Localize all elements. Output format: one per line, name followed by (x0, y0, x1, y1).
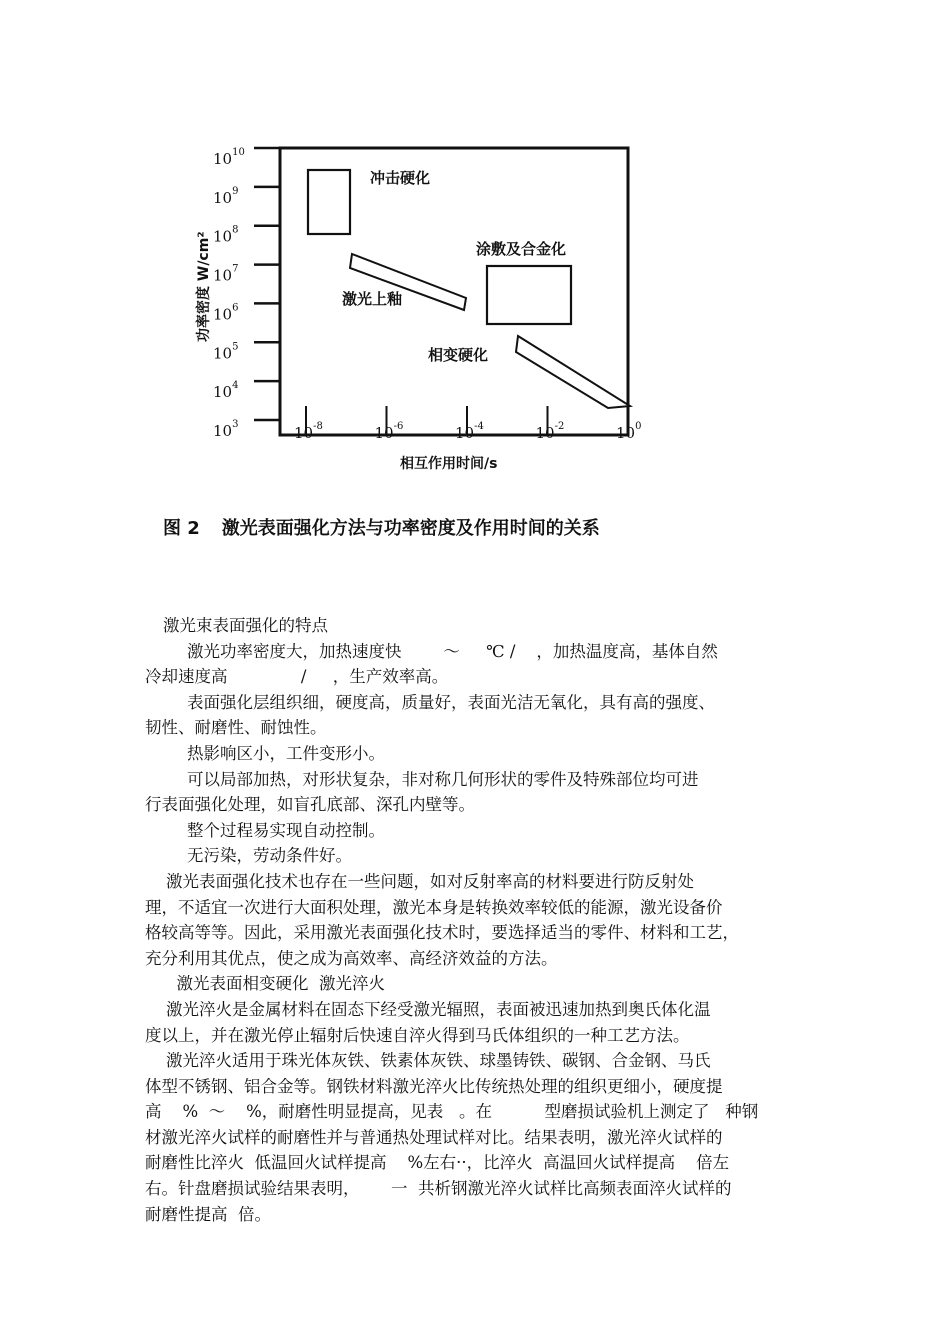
x-axis-ticks (294, 406, 641, 442)
x-tick-label: $10^0$ (616, 421, 642, 442)
text-line: 度以上，并在激光停止辐射后快速自淬火得到马氏体组织的一种工艺方法。 (145, 1025, 690, 1045)
plot-frame (280, 148, 628, 435)
text-line: 右。针盘磨损试验结果表明， 一 共析钢激光淬火试样比高频表面淬火试样的 (145, 1179, 732, 1199)
y-axis-ticks (213, 147, 280, 440)
y-tick-label: $10^6$ (213, 302, 239, 324)
text-line: 激光表面强化技术也存在一些问题，如对反射率高的材料要进行防反射处 (145, 871, 694, 891)
x-axis-title: 相互作用时间/s (400, 456, 498, 472)
text-line: 激光表面相变硬化 激光淬火 (145, 974, 385, 994)
text-line: 充分利用其优点，使之成为高效率、高经济效益的方法。 (145, 948, 558, 968)
text-line: 行表面强化处理，如盲孔底部、深孔内壁等。 (145, 795, 475, 815)
region-transformation-hardening (516, 336, 630, 408)
y-tick-label: $10^4$ (213, 380, 239, 402)
y-axis-title: 功率密度 W/cm² (196, 231, 212, 342)
text-line: 格较高等等。因此，采用激光表面强化技术时，要选择适当的零件、材料和工艺， (145, 923, 739, 943)
text-line: 高 % ～ %，耐磨性明显提高，见表 。在 型磨损试验机上测定了 种钢 (145, 1102, 759, 1122)
text-line: 理，不适宜一次进行大面积处理，激光本身是转换效率较低的能源，激光设备价 (145, 897, 723, 917)
figure-caption (163, 514, 600, 540)
region-label-transformation-hardening: 相变硬化 (428, 346, 489, 364)
region-shock-hardening (308, 170, 350, 234)
text-line: 冷却速度高 / ，生产效率高。 (145, 667, 449, 687)
body-text (145, 613, 813, 1227)
region-label-cladding-alloying: 涂敷及合金化 (476, 240, 567, 258)
text-line: 热影响区小，工件变形小。 (145, 743, 385, 763)
region-cladding-alloying (487, 266, 571, 324)
text-line: 激光功率密度大，加热速度快 ～ ℃ / ，加热温度高，基体自然 (145, 641, 718, 661)
chart-regions (308, 170, 630, 408)
y-tick-label: $10^{10}$ (213, 147, 245, 168)
text-line: 无污染，劳动条件好。 (145, 846, 352, 866)
text-line: 激光淬火是金属材料在固态下经受激光辐照，表面被迅速加热到奥氏体化温 (145, 999, 711, 1019)
text-line: 可以局部加热，对形状复杂，非对称几何形状的零件及特殊部位均可进 (145, 769, 699, 789)
region-label-laser-glazing: 激光上釉 (342, 290, 403, 308)
text-line: 激光淬火适用于珠光体灰铁、铁素体灰铁、球墨铸铁、碳钢、合金钢、马氏 (145, 1051, 711, 1071)
text-line: 韧性、耐磨性、耐蚀性。 (145, 718, 327, 738)
figure-caption-number: 图 2 (163, 518, 200, 539)
text-line: 材激光淬火试样的耐磨性并与普通热处理试样对比。结果表明，激光淬火试样的 (145, 1127, 723, 1147)
x-tick-label: $10^{-4}$ (455, 421, 484, 442)
y-tick-label: $10^7$ (213, 263, 239, 285)
x-tick-label: $10^{-6}$ (374, 421, 404, 442)
y-tick-label: $10^9$ (213, 185, 239, 207)
text-line: 表面强化层组织细，硬度高，质量好，表面光洁无氧化，具有高的强度、 (145, 692, 715, 712)
chart-figure (180, 130, 700, 490)
region-label-shock-hardening: 冲击硬化 (370, 169, 431, 187)
text-line: 整个过程易实现自动控制。 (145, 820, 385, 840)
chart-svg (180, 130, 700, 490)
figure-caption-text: 激光表面强化方法与功率密度及作用时间的关系 (221, 518, 600, 539)
text-line: 耐磨性提高 倍。 (145, 1204, 271, 1224)
x-tick-label: $10^{-2}$ (535, 421, 565, 442)
y-tick-label: $10^3$ (213, 419, 239, 440)
text-line: 体型不锈钢、铝合金等。钢铁材料激光淬火比传统热处理的组织更细小，硬度提 (145, 1076, 723, 1096)
y-tick-label: $10^8$ (213, 224, 239, 246)
x-tick-label: $10^{-8}$ (294, 421, 323, 442)
text-line: 激光束表面强化的特点 (163, 616, 328, 635)
y-tick-label: $10^5$ (213, 341, 239, 363)
text-line: 耐磨性比淬火 低温回火试样提高 %左右··，比淬火 高温回火试样提高 倍左 (145, 1153, 730, 1173)
